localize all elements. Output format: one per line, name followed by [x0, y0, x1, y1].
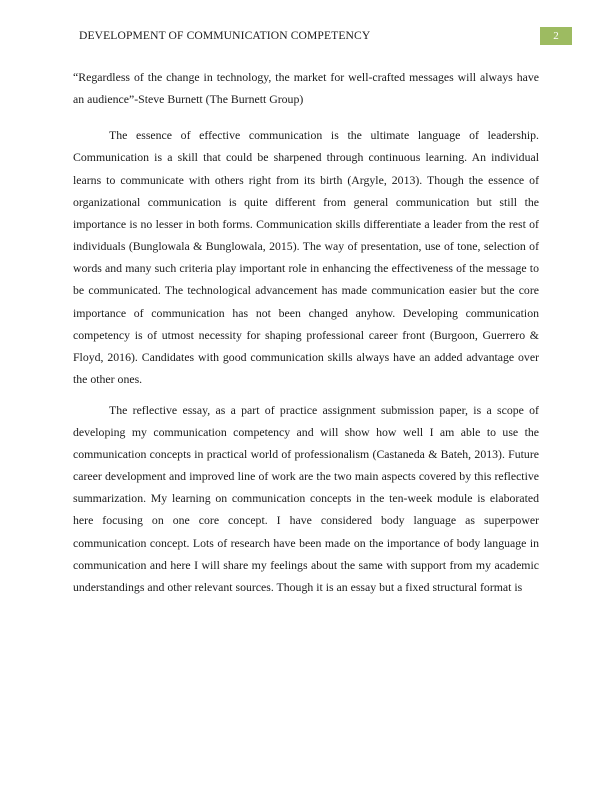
running-head: DEVELOPMENT OF COMMUNICATION COMPETENCY: [79, 29, 371, 42]
paragraph-communication-essence: The essence of effective communication is the ultimate language of leadership. Communication is a skill that could be sharpened through continuous learning. An individual learns to communicate with others right from its birth (Argyle, 2013). Though the essence of organizational communication is quite different from general communication but still the importance is no lesser in both forms. Communication skills differentiate a leader from the rest of individuals (Bunglowala & Bunglowala, 2015). The way of presentation, use of tone, selection of words and many such criteria play important role in enhancing the effectiveness of the message to be communicated. The technological advancement has made communication easier but the core importance of communication has not been changed anyhow. Developing communication competency is of utmost necessity for shaping professional career front (Burgoon, Guerrero & Floyd, 2016). Candidates with good communication skills always have an added advantage over the other ones.: [73, 128, 539, 387]
page-number-badge: 2: [540, 27, 572, 45]
document-body: [73, 66, 539, 607]
epigraph-quote: “Regardless of the change in technology, the market for well-crafted messages will always have an audience”-Steve Burnett (The Burnett Group): [73, 70, 539, 107]
paragraph-reflective-essay: The reflective essay, as a part of practice assignment submission paper, is a scope of developing my communication competency and will show how well I am able to use the communication concepts in practical world of professionalism (Castaneda & Bateh, 2013). Future career development and improved line of work are the two main aspects covered by this reflective summarization. My learning on communication concepts in the ten-week module is elaborated here focusing on one core concept. I have considered body language as superpower communication concept. Lots of research have been made on the importance of body language in communication and here I will share my feelings about the same with support from my academic understandings and other relevant sources. Though it is an essay but a fixed structural format is: [73, 402, 539, 594]
